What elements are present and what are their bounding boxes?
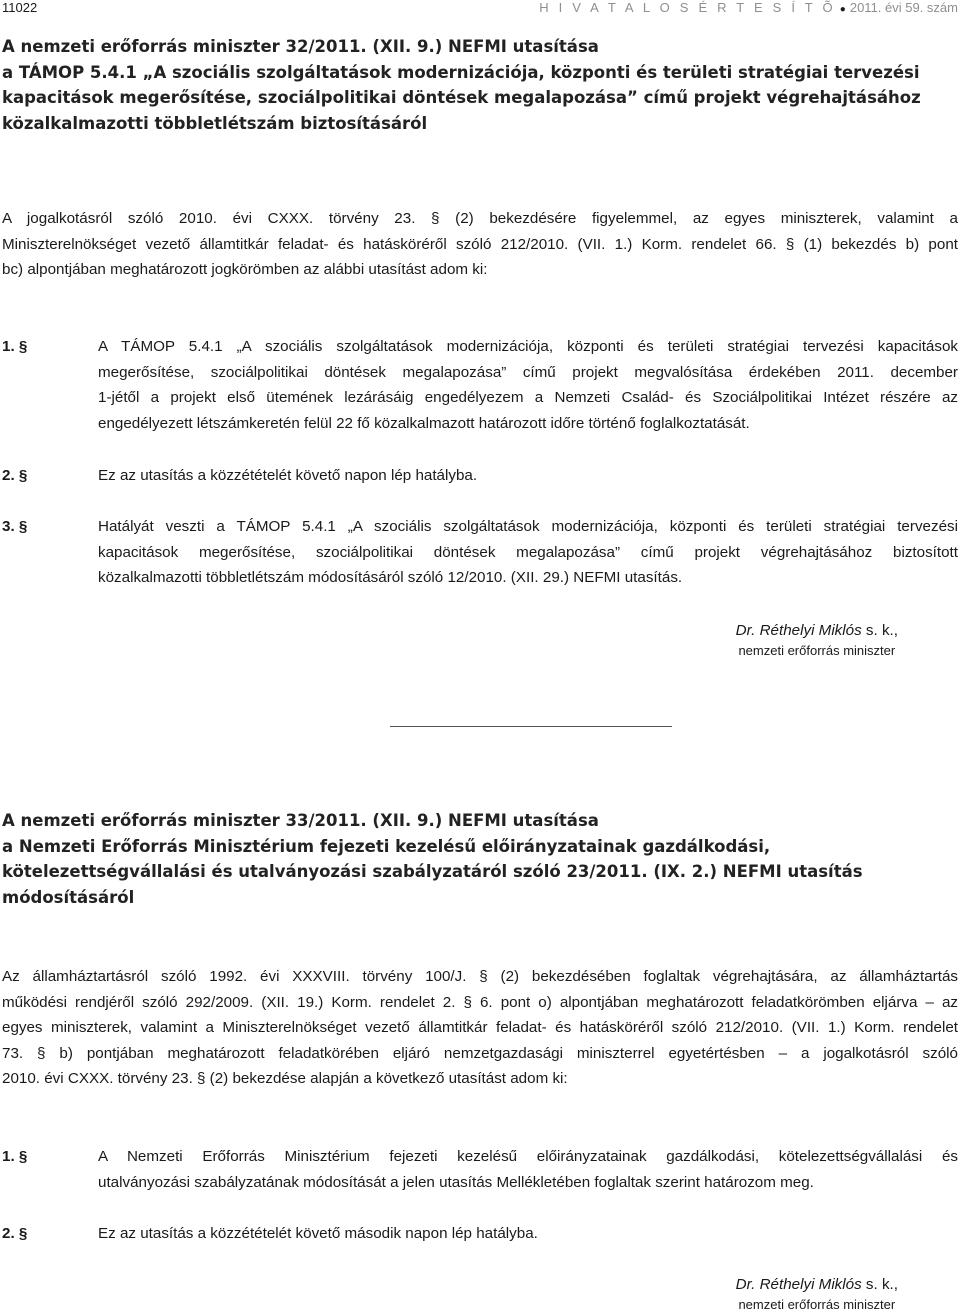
doc2-preamble-line: 73. § b) pontjában meghatározott feladatkörében eljáró nemzetgazdasági miniszterrel egyetértésben – a jogalkotásról szóló [2, 1044, 958, 1062]
section-line: Ez az utasítás a közzétételét követő második napon lép hatályba. [98, 1225, 538, 1242]
running-head [539, 0, 958, 18]
doc2-preamble-line: Az államháztartásról szóló 1992. évi XXXVIII. törvény 100/J. § (2) bekezdésében foglaltak végrehajtására, az államháztartás [2, 968, 958, 985]
doc2-title-line: a Nemzeti Erőforrás Minisztérium fejezeti kezelésű előirányzatainak gazdálkodási, [2, 836, 771, 856]
doc2-title-line: módosításáról [2, 887, 135, 907]
doc2-title-line: A nemzeti erőforrás miniszter 33/2011. (XII. 9.) NEFMI utasítása [2, 811, 599, 830]
section-number: 2. § [2, 467, 28, 484]
section-line: utalványozási szabályzatának módosítását a jelen utasítás Mellékletében foglaltak szerint határozom meg. [98, 1173, 814, 1191]
section-number: 1. § [2, 1148, 28, 1165]
doc2-section-2 [2, 1221, 958, 1247]
doc2-signature [736, 1274, 898, 1314]
doc1-title-line: közalkalmazotti többletlétszám biztosításáról [2, 113, 428, 133]
section-line: engedélyezett létszámkeretén felül 22 fő közalkalmazott határozott időre történő foglalkoztatását. [98, 414, 750, 432]
doc1-section-2 [2, 463, 958, 489]
signature-suffix: s. k., [861, 622, 898, 639]
bullet-icon: ● [839, 4, 846, 15]
section-line: Ez az utasítás a közzétételét követő napon lép hatályba. [98, 467, 478, 484]
section-number: 2. § [2, 1225, 28, 1242]
section-line: közalkalmazotti többletlétszám módosításáról szóló 12/2010. (XII. 29.) NEFMI utasítás. [98, 569, 683, 586]
section-line: Hatályát veszti a TÁMOP 5.4.1 „A szociális szolgáltatások modernizációja, központi és területi stratégiai tervezési [98, 518, 958, 535]
signatory-role: nemzeti erőforrás miniszter [738, 1297, 896, 1312]
doc2-preamble-line: egyes miniszterek, valamint a Miniszterelnökséget vezető államtitkár feladat- és hatásköréről szóló 212/2010. (VII. 1.) Korm. rendelet [2, 1019, 958, 1036]
section-line: megerősítése, szociálpolitikai döntések megalapozása” című projekt megvalósítása érdekében 2011. december [98, 363, 958, 381]
doc1-preamble-line: A jogalkotásról szóló 2010. évi CXXX. törvény 23. § (2) bekezdésére figyelemmel, az egyes miniszterek, valamint a [2, 210, 958, 227]
section-line: 1-jétől a projekt első ütemének lezárásáig engedélyezem a Nemzeti Család- és Szociálpolitikai Intézet részére az [98, 389, 958, 406]
section-line: kapacitások megerősítése, szociálpolitikai döntések megalapozása” című projekt végrehajtásához biztosított [98, 543, 958, 561]
doc1-title [2, 34, 956, 136]
section-number: 1. § [2, 338, 28, 355]
signatory-name: Dr. Réthelyi Miklós [735, 622, 862, 639]
doc1-preamble [2, 206, 958, 283]
section-divider [390, 726, 672, 727]
doc2-title [2, 808, 956, 910]
doc1-section-1 [2, 334, 958, 436]
doc1-signature [736, 620, 898, 660]
doc1-preamble-line: bc) alpontjában meghatározott jogkörömben az alábbi utasítást adom ki: [2, 261, 488, 278]
section-line: A TÁMOP 5.4.1 „A szociális szolgáltatások modernizációja, központi és területi stratégiai tervezési kapacitások [98, 338, 958, 355]
doc2-preamble-line: 2010. évi CXXX. törvény 23. § (2) bekezdése alapján a következő utasítást adom ki: [2, 1070, 568, 1087]
doc1-title-line: kapacitások megerősítése, szociálpolitikai döntések megalapozása” című projekt végrehajtásához [2, 88, 921, 107]
doc1-section-3 [2, 514, 958, 591]
issue-label: 2011. évi 59. szám [849, 0, 958, 15]
page-header [0, 0, 960, 16]
signatory-name: Dr. Réthelyi Miklós [735, 1276, 862, 1293]
doc2-preamble [2, 964, 958, 1092]
page-number: 11022 [2, 0, 38, 15]
doc2-title-line: kötelezettségvállalási és utalványozási szabályzatáról szóló 23/2011. (IX. 2.) NEFMI utasítás [2, 862, 863, 881]
signatory-role: nemzeti erőforrás miniszter [738, 643, 896, 658]
doc2-preamble-line: működési rendjéről szóló 292/2009. (XII. 19.) Korm. rendelet 2. § 6. pont o) alpontjában meghatározott feladatkörömben eljárva – az [2, 993, 958, 1011]
doc1-title-line: a TÁMOP 5.4.1 „A szociális szolgáltatások modernizációja, központi és területi stratégiai tervezési [2, 62, 920, 82]
section-number: 3. § [2, 518, 28, 535]
signature-suffix: s. k., [861, 1276, 898, 1293]
doc1-preamble-line: Miniszterelnökséget vezető államtitkár feladat- és hatásköréről szóló 212/2010. (VII. 1.) Korm. rendelet 66. § (1) bekezdés b) pont [2, 235, 958, 253]
doc1-title-line: A nemzeti erőforrás miniszter 32/2011. (XII. 9.) NEFMI utasítása [2, 37, 599, 56]
journal-name: H I V A T A L O S É R T E S Í T Õ [539, 0, 836, 15]
doc2-section-1 [2, 1144, 958, 1195]
section-line: A Nemzeti Erőforrás Minisztérium fejezeti kezelésű előirányzatainak gazdálkodási, kötelezettségvállalási és [98, 1148, 958, 1165]
